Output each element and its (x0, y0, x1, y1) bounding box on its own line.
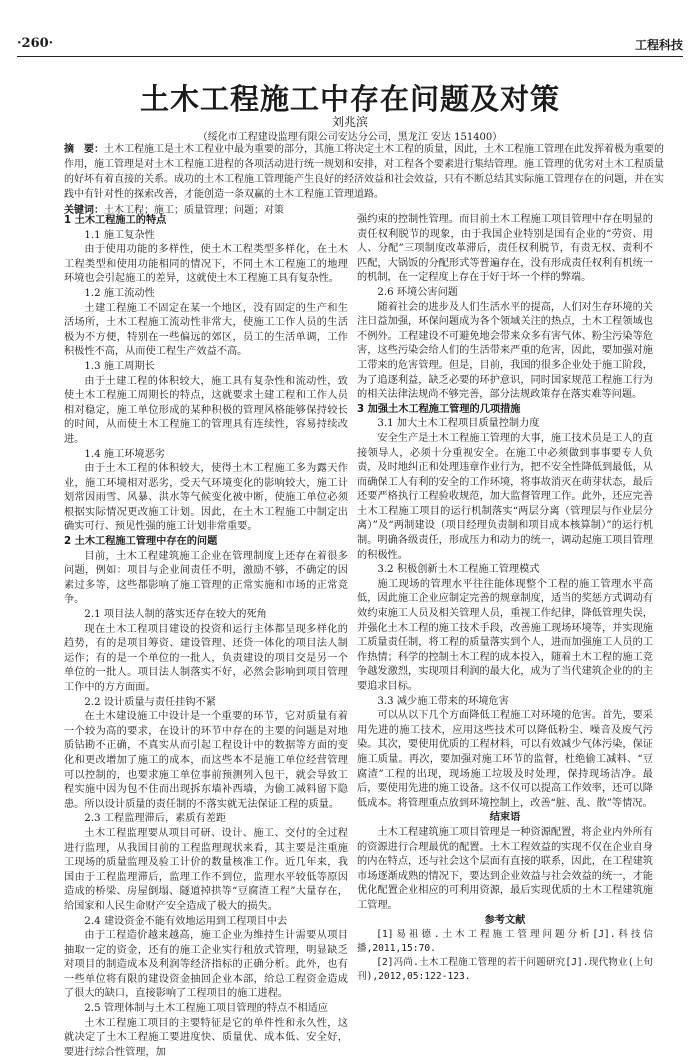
subsection-heading: 2.5 管理体制与土木工程施工项目管理的特点不相适应 (84, 1003, 328, 1015)
paragraph: 土木工程建筑施工项目管理是一种资源配置，将企业内外所有的资源进行合理最优的配置。土木工程效益的实现不仅在企业自身的内在特点，还与社会这个层面有直接的联系，因此，在工程建筑市场逐渐成熟的情况下，要达到企业效益与社会效益的统一，才能优化配置企业相应的可利用资源，最后实现优质的土木工程建筑施工管理。 (357, 826, 653, 911)
paragraph: 现在土木工程项目建设的投资和运行主体都呈现多样化的趋势，有的是项目筹资、建设管理、还贷一体化的项目法人制运作；有的是一个单位的一批人，负责建设的项目交是另一个单位的一批人。项目法人制落实不好，必然会影响到项目管理工作中的方方面面。 (64, 623, 348, 693)
abstract-label: 摘 要： (64, 144, 104, 155)
page-number: ·260· (17, 36, 54, 51)
subsection-heading: 2.6 环境公害问题 (377, 286, 458, 298)
subsection-heading: 3.3 减少施工带来的环境危害 (377, 695, 509, 707)
paragraph: 随着社会的进步及人们生活水平的提高，人们对生存环境的关注日益加强，环保问题成为各个领域关注的热点，土木工程领域也不例外。工程建设不可避免地会带来众多有害气体、粉尘污染等危害，这些污染会给人们的生活带来严重的危害，因此，要加强对施工带来的危害管理。但是，目前，我国的很多企业处于施工阶段，为了追逐利益，缺乏必要的环护意识，同时国家规范工程施工行为的相关法律法规尚不够完善，部分法规政策存在落实难等问题。 (357, 301, 653, 401)
subsection-heading: 1.2 施工流动性 (84, 287, 155, 299)
journal-name: 工程科技 (634, 38, 683, 52)
keywords-text: 土木工程；施工；质量管理；问题；对策 (104, 205, 284, 216)
abstract-text: 土木工程施工是土木工程业中最为重要的部分，其施工将决定土木工程的质量，因此，土木工程施工管理在此发挥着极为重要的作用，施工管理是对土木工程施工进程的各项活动进行统一规划和安排，对工程各个要素进行集结管理。施工管理的优劣对土木工程质量的好坏有着直接的关系。成功的土木工程施工管理能产生良好的经济效益和社会效益，只有不断总结其实际施工管理存在的问题，并在实践中有针对性的探索改善，才能创造一条双赢的土木工程施工管理道路。 (64, 144, 664, 200)
subsection-heading: 2.1 项目法人制的落实还存在较大的死角 (84, 609, 267, 621)
paragraph: 施工现场的管理水平往往能体现整个工程的施工管理水平高低，因此施工企业应制定完善的规章制度，适当的奖惩方式调动有效约束施工人员及相关管理人员，重视工作纪律，降低管理失误，并强化土木工程的施工技术手段，改善施工现场环境等，并实现施工质量责任制，将工程的质量落实到个人，进而加强施工人员的工作热情；科学的控制土木工程的成本投入，随着土木工程的施工竞争越发激烈，实现项目利润的最大化，成为了当代建筑企业的的主要追求目标。 (357, 578, 653, 692)
subsection-heading: 2.2 设计质量与责任挂钩不紧 (84, 696, 216, 708)
subsection-heading: 3.2 积极创新土木工程施工管理模式 (377, 564, 540, 576)
abstract (64, 142, 672, 202)
keywords-label: 关键词： (64, 205, 104, 216)
section-heading: 3 加强土木工程施工管理的几项措施 (357, 403, 521, 415)
paragraph: 由于使用功能的多样性，使土木工程类型多样化，在土木工程类型和使用功能相同的情况下，不同土木工程施工的地理环境也会引起施工的差异，这就使土木工程施工具有复杂性。 (64, 244, 348, 285)
paragraph: 可以从以下几个方面降低工程施工对环境的危害。首先，要采用先进的施工技术，应用这些技术可以降低粉尘、噪音及废气污染。其次，要使用优质的工程材料，可以有效减少气体污染，保证施工质量。再次，要加强对施工环节的监督，杜绝偷工减料、“豆腐渣”工程的出现，现场施工垃圾及时处理，保持现场洁净。最后，要使用先进的施工设备。这不仅可以提高工作效率，还可以降低成本。将管理重点放到环境控制上，改善“脏、乱、散”等情况。 (357, 710, 653, 809)
subsection-heading: 3.1 加大土木工程项目质量控制力度 (377, 418, 540, 430)
paragraph: 由于工程造价越来越高，施工企业为维持生计需要从项目抽取一定的资金，还有的施工企业实行租放式管理，明显缺乏对项目的制造成本及利润等经济指标的正确分析。此外，也有一些单位将有限的建设资金抽回企业本部，给总工程资金造成了很大的缺口，直接影响了工程项目的施工进程。 (64, 930, 348, 1000)
subsection-heading: 2.3 工程监理滞后，素质有差距 (84, 813, 227, 825)
section-heading: 1 土木工程施工的特点 (64, 215, 167, 226)
paragraph: 目前，土木工程建筑施工企业在管理制度上还存在着很多问题，例如：项目与企业间责任不明，激励不够，不确定的因素过多等，这些都影响了施工管理的正常实施和市场的正常竞争。 (64, 550, 348, 606)
article-title: 土木工程施工中存在问题及对策 (139, 82, 560, 116)
reference-item: [2]冯尚.土木工程施工管理的若干问题研究[J].现代物业(上旬刊),2012,05:122-123. (357, 957, 653, 983)
page-header (17, 30, 683, 57)
right-column (357, 213, 653, 984)
section-heading: 结束语 (489, 812, 521, 824)
reference-item: [1]易祖德.土木工程施工管理问题分析[J].科技信播,2011,15:70. (357, 929, 653, 955)
paragraph: 由于土建工程的体积较大，施工具有复杂性和流动性，致使土木工程施工周期长的特点，这就要求土建工程和工作人员相对稳定，施工单位形成的某种积极的管理风格能够保持较长的时间，从而使土木工程施工的管理具有连续性，容易持续改进。 (64, 375, 348, 445)
author-affiliation: （绥化市工程建设监理有限公司安达分公司，黑龙江 安达 151400） (197, 132, 503, 143)
section-heading: 2 土木工程施工管理中存在的问题 (64, 536, 218, 548)
subsection-heading: 1.1 施工复杂性 (84, 229, 155, 241)
paragraph: 在土木建设施工中设计是一个重要的环节，它对质量有着一个较为高的要求，在设计的环节中存在的主要的问题是对地质钻勘不正确，不真实从而引起工程设计中的数据等方面的变化和更改增加了施工的成本，而这些本不是施工单位经营管理可以控制的，也要求施工单位事前预测列入包干，就会导致工程实施中因为包不住而出现拆东墙补西墙，为偷工减料留下隐患。所以设计质量的责任制的不落实就无法保证工程的质量。 (64, 711, 348, 810)
subsection-heading: 1.3 施工周期长 (84, 360, 155, 372)
left-column (64, 214, 348, 1060)
section-heading: 参考文献 (484, 914, 526, 926)
paragraph: 土木工程监理要从项目可研、设计、施工、交付的全过程进行监理，从我国目前的工程监理现状来看，其主要是注重施工现场的质量监理及验工计价的数量核准工作。近几年来，我国由于工程监理滞后，监理工作不到位，监理水平较低等原因造成的桥梁、房屋倒塌、隧道掉拱等“豆腐渣工程”大量存在，给国家和人民生命财产安全造成了极大的损失。 (64, 827, 348, 912)
article-author: 刘兆滨 (331, 115, 368, 129)
subsection-heading: 1.4 施工环境恶劣 (84, 448, 165, 460)
paragraph: 土建工程施工不固定在某一个地区，没有固定的生产和生活场所，土木工程施工流动性非常大，使施工工作人员的生活极为不方便，特别在一些偏远的郊区，员工的生活单调，工作积极性不高，从而使工程生产效益不高。 (64, 302, 348, 358)
paragraph: 强约束的控制性管理。而目前土木工程施工项目管理中存在明显的责任权利脱节的现象，由于我国企业特别是国有企业的“劳资、用人、分配”三项制度改革滞后，责任权利脱节，有责无权、责利不匹配，大锅饭的分配形式等普遍存在，没有形成责任权利有机统一的机制，在一定程度上存在于好于坏一个样的弊端。 (357, 214, 653, 284)
paragraph: 土木工程施工项目的主要特征是它的单件性和永久性，这就决定了土木工程施工要进度快、质量优、成本低、安全好，要进行综合性管理，加 (64, 1017, 348, 1058)
paragraph: 由于土木工程的体积较大，使得土木工程施工多为露天作业，施工环境相对恶劣，受天气环境变化的影响较大，施工计划常因雨雪、风暴、洪水等气候变化被中断，使施工单位必须根据实际情况更改施工计划。因此，在土木工程施工中制定出确实可行、预见性强的施工计划非常重要。 (64, 463, 348, 533)
subsection-heading: 2.4 建设资金不能有效地运用到工程项目中去 (84, 915, 288, 927)
paragraph: 安全生产是土木工程施工管理的大事，施工技术员是工人的直接领导人，必须十分重视安全。在施工中必须做到事事要专人负责，及时地纠正和处理违章作业行为，把不安全性降低到最低，从而确保工人有利的安全的工作环境，将事故消灭在萌芽状态，最后还要严格执行工程验收规范，加大监督管理工作。此外，还应完善土木工程施工项目的运行机制落实“两层分离（管理层与作业层分离）”及“两制建设（项目经理负责制和项目成本核算制）”的运行机制。明确各级责任，形成压力和动力的统一，调动起施工项目管理的积极性。 (357, 432, 653, 561)
